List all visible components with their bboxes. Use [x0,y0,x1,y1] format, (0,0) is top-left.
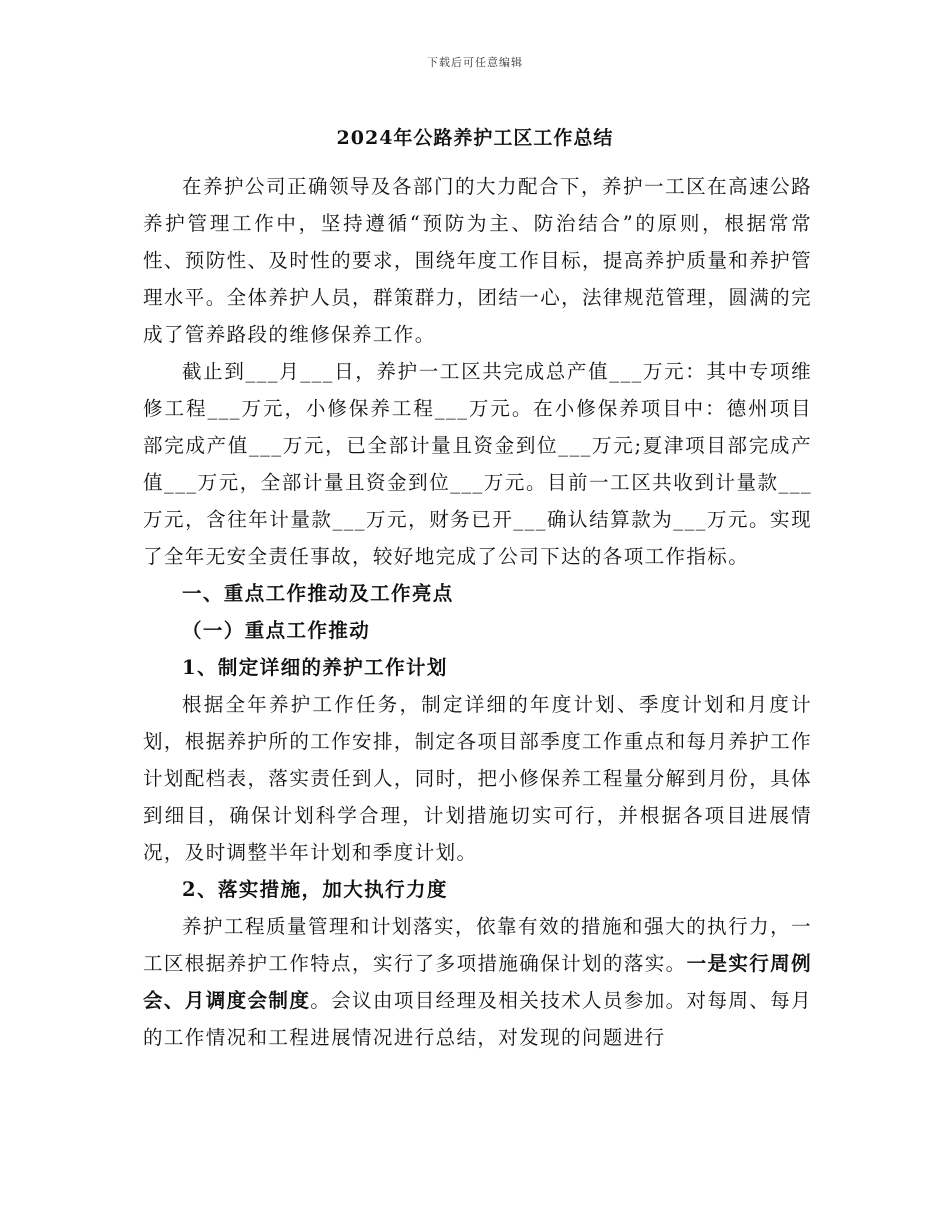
section-heading-1: 一、重点工作推动及工作亮点 [182,582,454,605]
header-note: 下载后可任意编辑 [427,56,523,69]
paragraph-measures-text-b: 。会议由项目经理及相关技术人员参加。对每周、每月的工作情况和工程进展情况进行总结，对发现的问题进行 [143,989,812,1049]
paragraph-measures-bold: 一是实行周例会、月调度会制度 [143,952,812,1012]
section-heading-1-1: （一）重点工作推动 [182,619,371,642]
document-title: 2024年公路养护工区工作总结 [336,127,614,149]
section-heading-1-1-1: 1、制定详细的养护工作计划 [182,656,448,679]
section-heading-1-1-2: 2、落实措施，加大执行力度 [182,878,448,901]
paragraph-summary: 截止到___月___日，养护一工区共完成总产值___万元：其中专项维修工程___万元，小修保养工程___万元。在小修保养项目中：德州项目部完成产值___万元，已全部计量且资金到位___万元;夏津项目部完成产值___万元，全部计量且资金到位___万元。目前一工区共收到计量款___万元，含往年计量款___万元，财务已开___确认结算款为___万元。实现了全年无安全责任事故，较好地完成了公司下达的各项工作指标。 [143,360,812,568]
paragraph-plan: 根据全年养护工作任务，制定详细的年度计划、季度计划和月度计划，根据养护所的工作安排，制定各项目部季度工作重点和每月养护工作计划配档表，落实责任到人，同时，把小修保养工程量分解到月份，具体到细目，确保计划科学合理，计划措施切实可行，并根据各项目进展情况，及时调整半年计划和季度计划。 [143,693,812,864]
document-body [143,168,812,1056]
paragraph-intro: 在养护公司正确领导及各部门的大力配合下，养护一工区在高速公路养护管理工作中，坚持遵循“预防为主、防治结合”的原则，根据常常性、预防性、及时性的要求，围绕年度工作目标，提高养护质量和养护管理水平。全体养护人员，群策群力，团结一心，法律规范管理，圆满的完成了管养路段的维修保养工作。 [143,175,812,346]
paragraph-measures [143,908,812,1056]
paragraph-measures-text-a: 养护工程质量管理和计划落实，依靠有效的措施和强大的执行力，一工区根据养护工作特点，实行了多项措施确保计划的落实。 [143,915,812,975]
